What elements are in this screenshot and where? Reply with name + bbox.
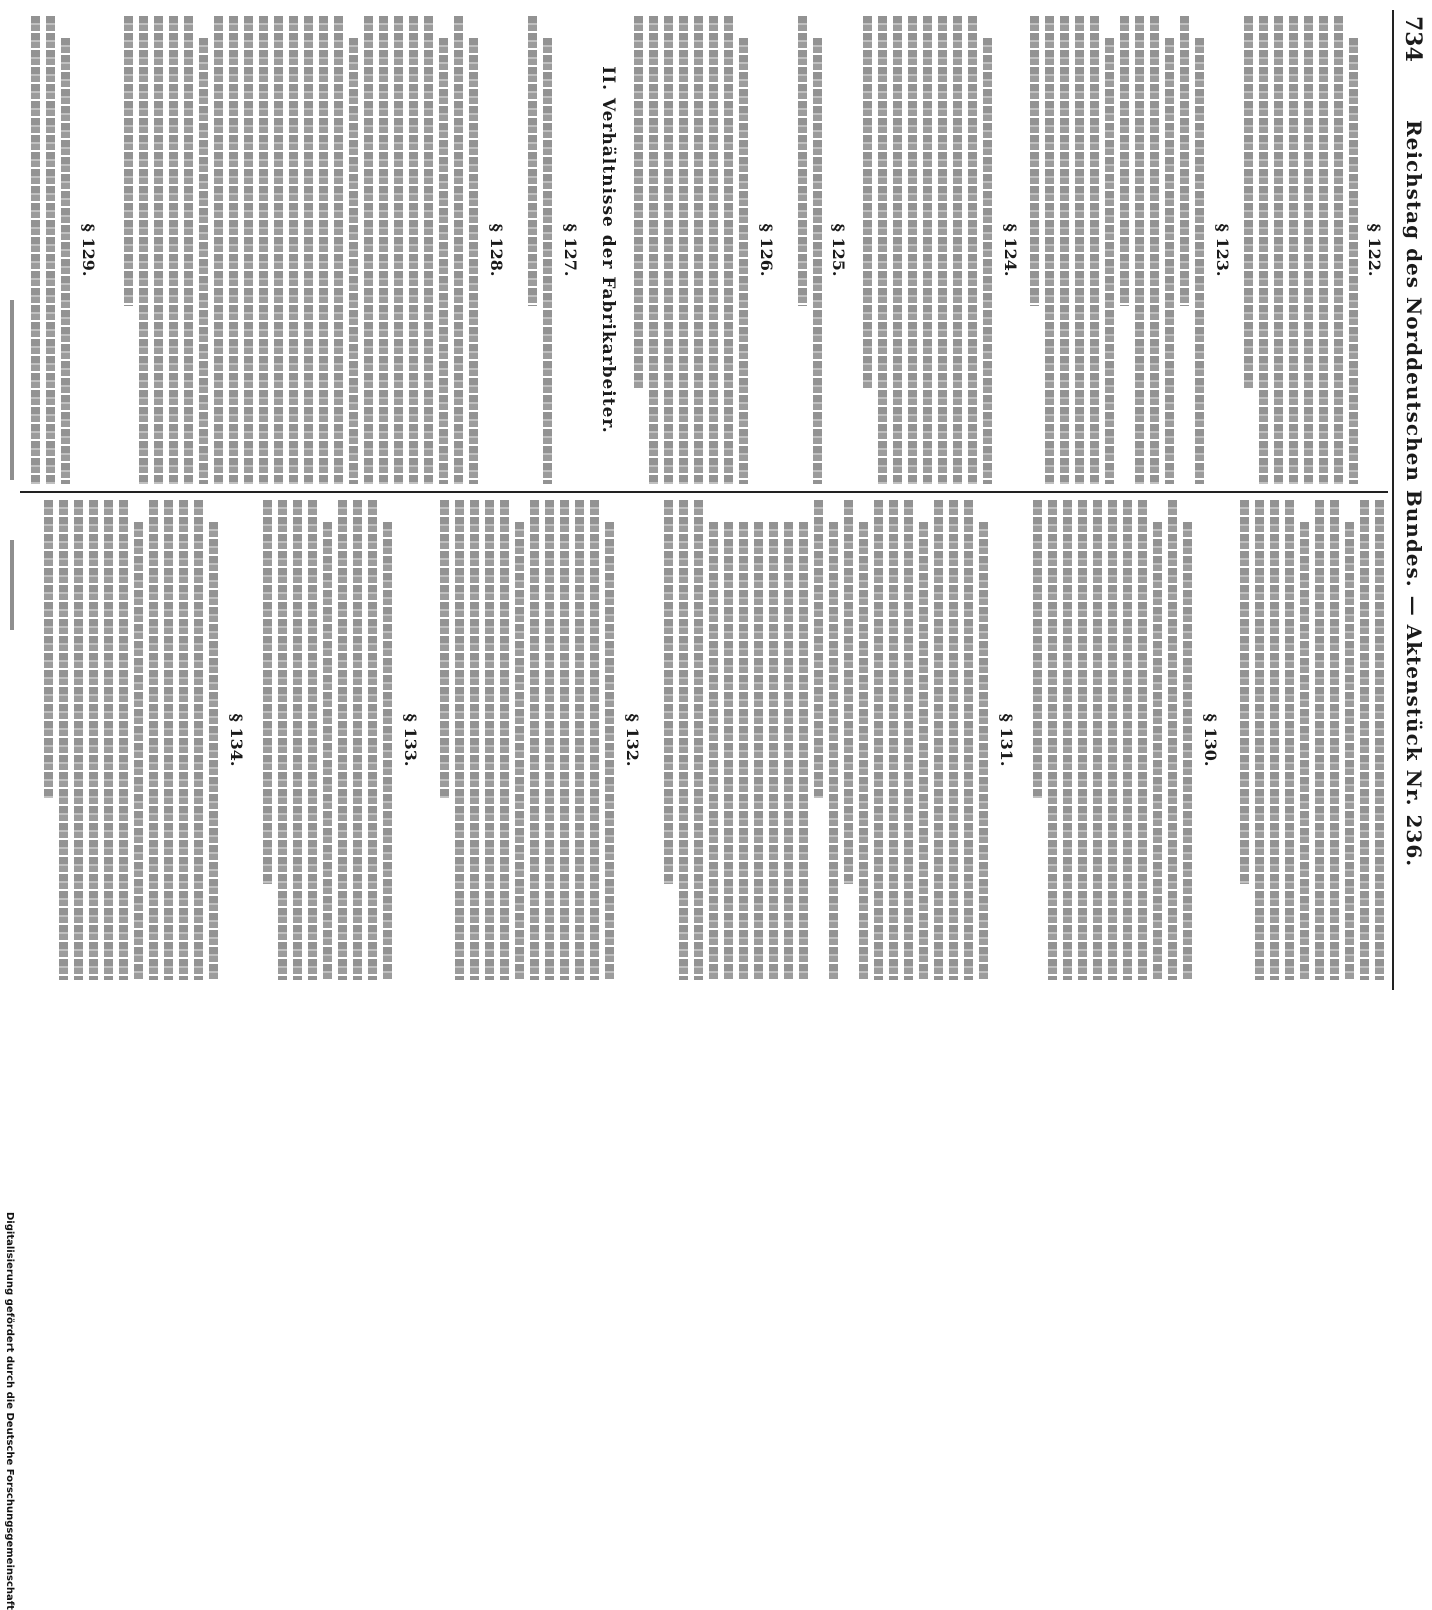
section-128: § 128.: [487, 223, 506, 277]
paragraph: [1234, 500, 1384, 980]
section-126: § 126.: [757, 223, 776, 277]
paragraph: [118, 16, 478, 484]
header-rule: [1392, 10, 1394, 990]
paragraph: [1027, 500, 1192, 980]
section-134: § 134.: [227, 713, 246, 767]
paragraph: [1024, 16, 1204, 484]
section-124: § 124.: [1001, 223, 1020, 277]
paragraph: [658, 500, 988, 980]
paragraph: [25, 16, 70, 484]
left-column: [18, 16, 1388, 484]
section-127: § 127.: [561, 223, 580, 277]
page-header: [1400, 0, 1426, 1000]
page-number: 734: [1400, 16, 1426, 62]
part-heading: II. Verhältnisse der Fabrikarbeiter.: [598, 66, 618, 434]
section-131: § 131.: [997, 713, 1016, 767]
page-title: Reichstag des Norddeutschen Bundes. — Aktenstück Nr. 236.: [1402, 120, 1426, 868]
bottom-rule-marks: [10, 300, 14, 900]
column-divider: [20, 491, 1388, 493]
section-130: § 130.: [1201, 713, 1220, 767]
paragraph: [792, 16, 822, 484]
section-125: § 125.: [829, 223, 848, 277]
paragraph: [434, 500, 614, 980]
right-column: [18, 500, 1388, 980]
section-129: § 129.: [79, 223, 98, 277]
paragraph: [628, 16, 748, 484]
attribution-text: Digitalisierung gefördert durch die Deutsche Forschungsgemeinschaft: [4, 1212, 15, 1610]
paragraph: [38, 500, 218, 980]
paragraph: [1238, 16, 1358, 484]
section-123: § 123.: [1213, 223, 1232, 277]
section-132: § 132.: [623, 713, 642, 767]
section-133: § 133.: [401, 713, 420, 767]
paragraph: [257, 500, 392, 980]
section-122: § 122.: [1365, 223, 1384, 277]
paragraph: [857, 16, 992, 484]
paragraph: [522, 16, 552, 484]
